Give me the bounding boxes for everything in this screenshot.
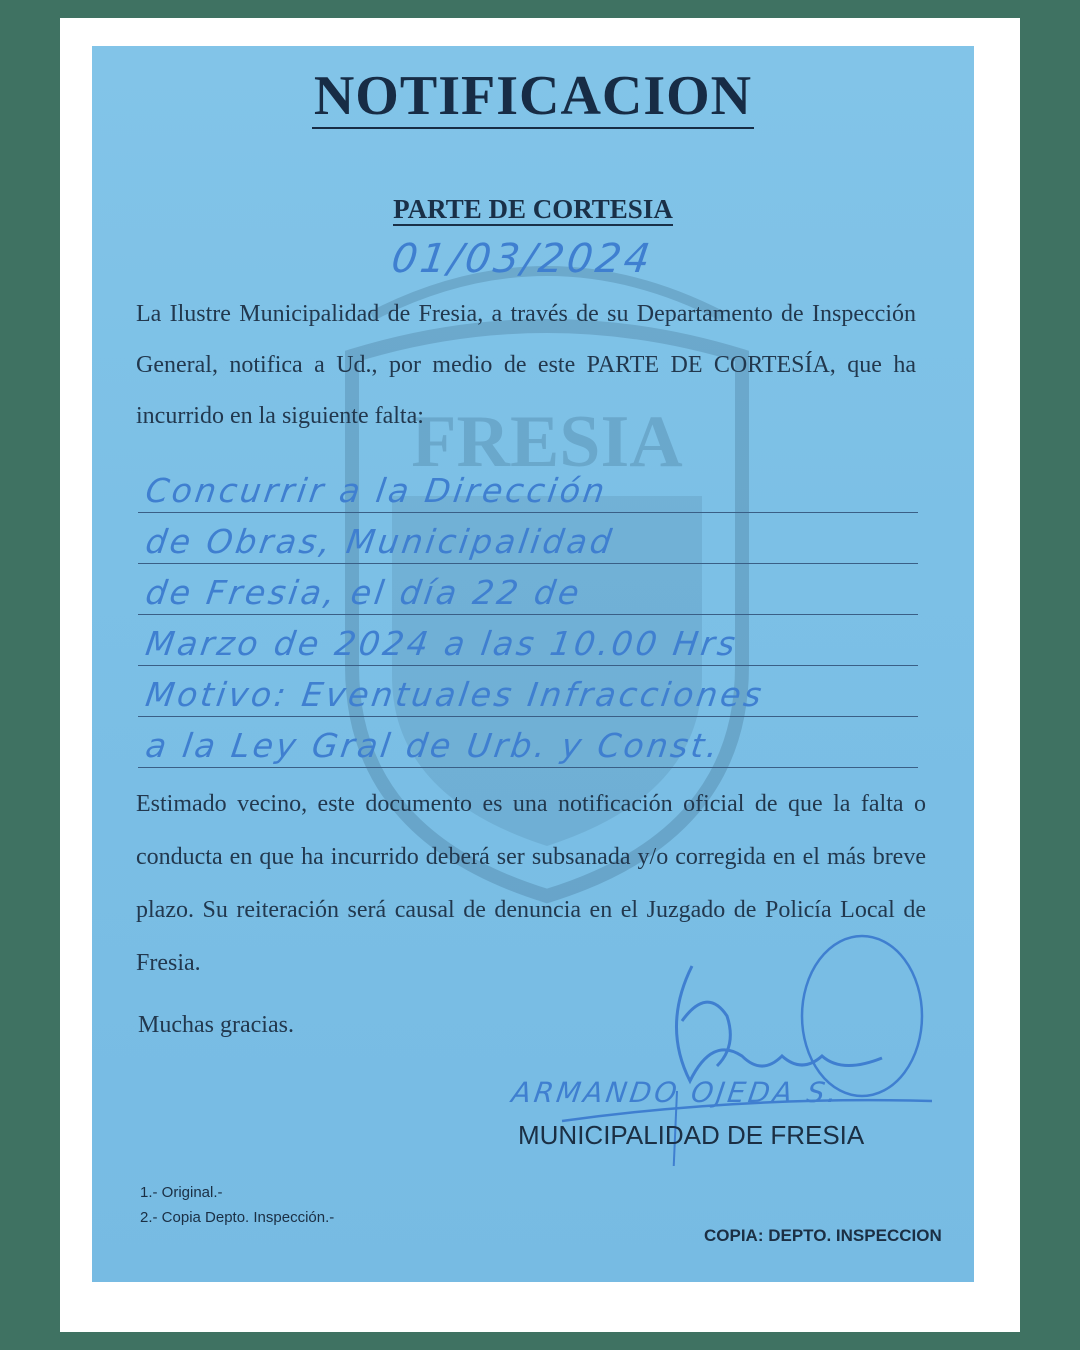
document-title: NOTIFICACION xyxy=(313,65,753,127)
closing-text: Muchas gracias. xyxy=(138,1012,294,1038)
ruled-line xyxy=(138,666,918,717)
notification-sheet xyxy=(92,46,974,1282)
copy-label: COPIA: DEPTO. INSPECCION xyxy=(704,1226,942,1245)
handwritten-text: a la Ley Gral de Urb. y Const. xyxy=(143,726,724,765)
distribution-footnotes xyxy=(140,1180,334,1230)
intro-paragraph: La Ilustre Municipalidad de Fresia, a través de su Departamento de Inspección General, notifica a Ud., por medio de este PARTE DE CORTESÍA, que ha incurrido en la siguiente falta: xyxy=(136,301,916,429)
ruled-line xyxy=(138,513,918,564)
footnote-copy: 2.- Copia Depto. Inspección.- xyxy=(140,1209,335,1226)
ruled-line xyxy=(138,615,918,666)
handwritten-text: Marzo de 2024 a las 10.00 Hrs xyxy=(143,624,741,663)
handwritten-text: de Fresia, el día 22 de xyxy=(143,573,585,612)
ruled-line xyxy=(138,462,918,513)
handwritten-text: de Obras, Municipalidad xyxy=(143,522,617,561)
handwritten-date: 01/03/2024 xyxy=(388,236,656,282)
footnote-original: 1.- Original.- xyxy=(140,1184,223,1201)
signature-name: ARMANDO OJEDA S. xyxy=(509,1076,842,1109)
handwritten-text: Concurrir a la Dirección xyxy=(143,471,610,510)
ruled-line xyxy=(138,717,918,768)
crest-text: FRESIA xyxy=(411,401,683,483)
body-paragraph: Estimado vecino, este documento es una notificación oficial de que la falta o conducta en que ha incurrido deberá ser subsanada y/o corregida en el más breve plazo. Su reiteración será causal de denuncia en el Juzgado de Policía Local de Fresia. xyxy=(136,791,926,976)
signatory-municipality: MUNICIPALIDAD DE FRESIA xyxy=(518,1120,865,1150)
handwritten-text: Motivo: Eventuales Infracciones xyxy=(143,675,767,714)
document-subtitle: PARTE DE CORTESIA xyxy=(393,194,673,224)
handwritten-infraction-lines xyxy=(138,462,918,768)
ruled-line xyxy=(138,564,918,615)
